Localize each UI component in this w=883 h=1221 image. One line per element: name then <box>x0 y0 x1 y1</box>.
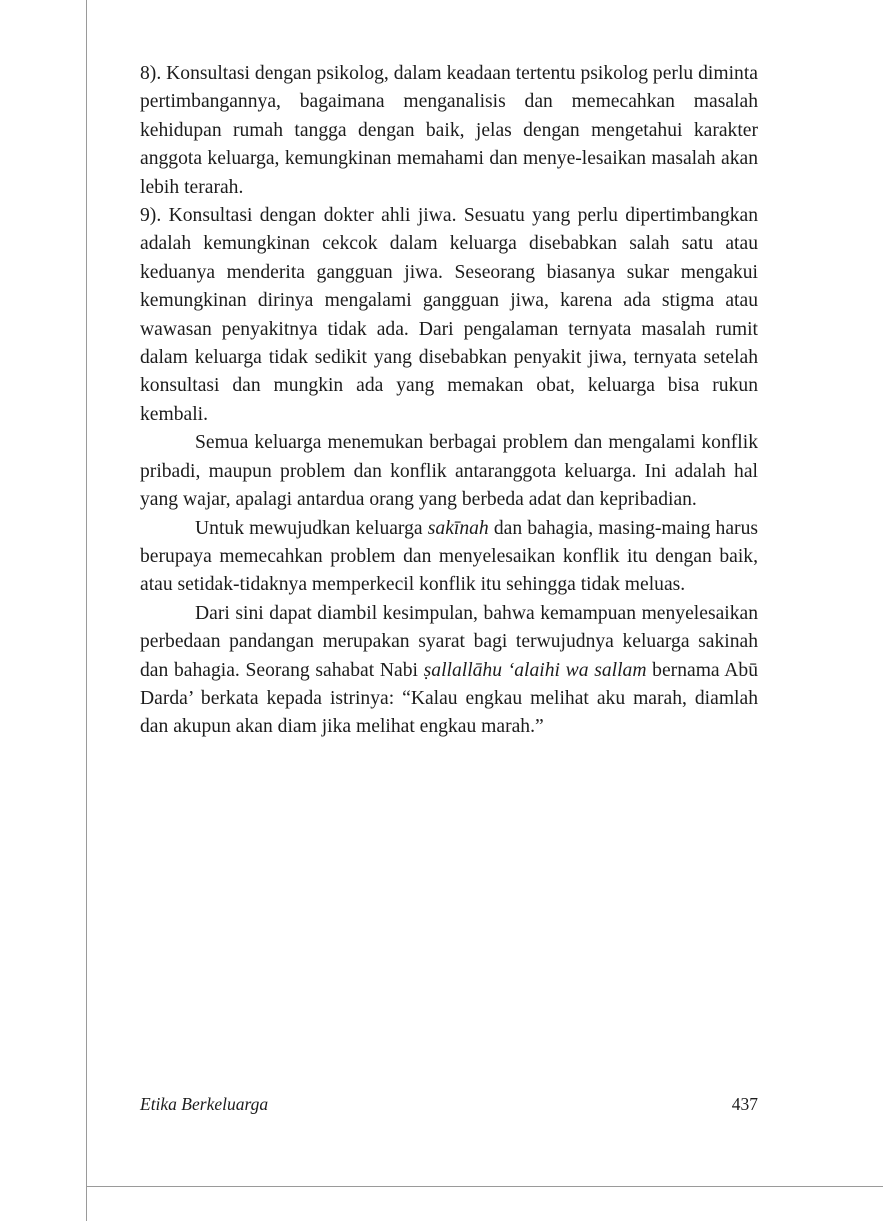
text-run: Untuk mewujudkan keluarga <box>195 517 428 539</box>
page-edge-bottom-line <box>86 1186 883 1187</box>
text-run: Semua keluarga menemukan berbagai problem dan mengalami konflik pribadi, maupun problem dan konflik antaranggota keluarga. Ini adalah hal yang wajar, apalagi antardua orang yang berbeda adat dan kepribadian. <box>140 432 758 511</box>
text-run: dan bahagia, masing-maing harus berupaya memecahkan problem dan menyelesaikan konflik itu dengan baik, atau setidak-tidaknya memperkecil konflik itu sehingga tidak meluas. <box>140 517 758 596</box>
page-number: 437 <box>731 1094 758 1114</box>
text-run-italic-sallallahu: ṣallallāhu ‘alaihi wa sallam <box>423 659 647 681</box>
text-run: Dari sini dapat diambil kesimpulan, bahwa kemampuan menyelesaikan perbedaan pandangan merupakan syarat bagi terwujudnya keluarga sakinah dan bahagia. Seorang sahabat Nabi <box>140 602 758 681</box>
paragraph-dari-sini <box>140 600 758 742</box>
text-run: 8). Konsultasi dengan psikolog, dalam keadaan tertentu psikolog perlu diminta pertimbangannya, bagaimana menganalisis dan memecahkan masalah kehidupan rumah tangga dengan baik, jelas dengan mengetahui karakter anggota keluarga, kemungkinan memahami dan menye-lesaikan masalah akan lebih terarah. <box>140 63 758 198</box>
text-run: bernama Abū Darda’ berkata kepada istrinya: “Kalau engkau melihat aku marah, diamlah dan akupun akan diam jika melihat engkau marah.” <box>140 659 758 738</box>
numbered-item-9 <box>140 202 758 429</box>
page-text-block <box>140 60 758 742</box>
page-footer <box>140 1094 758 1115</box>
running-title: Etika Berkeluarga <box>140 1094 269 1114</box>
numbered-item-8 <box>140 60 758 202</box>
text-run: 9). Konsultasi dengan dokter ahli jiwa. Sesuatu yang perlu dipertimbangkan adalah kemungkinan cekcok dalam keluarga disebabkan salah satu atau keduanya menderita gangguan jiwa. Seseorang biasanya sukar mengakui kemungkinan dirinya mengalami gangguan jiwa, karena ada stigma atau wawasan penyakitnya tidak ada. Dari pengalaman ternyata masalah rumit dalam keluarga tidak sedikit yang disebabkan penyakit jiwa, ternyata setelah konsultasi dan mungkin ada yang memakan obat, keluarga bisa rukun kembali. <box>140 205 758 425</box>
page-edge-left-line <box>86 0 87 1221</box>
paragraph-untuk-mewujudkan <box>140 515 758 600</box>
paragraph-semua-keluarga <box>140 429 758 514</box>
text-run-italic-sakinah: sakīnah <box>427 517 489 539</box>
